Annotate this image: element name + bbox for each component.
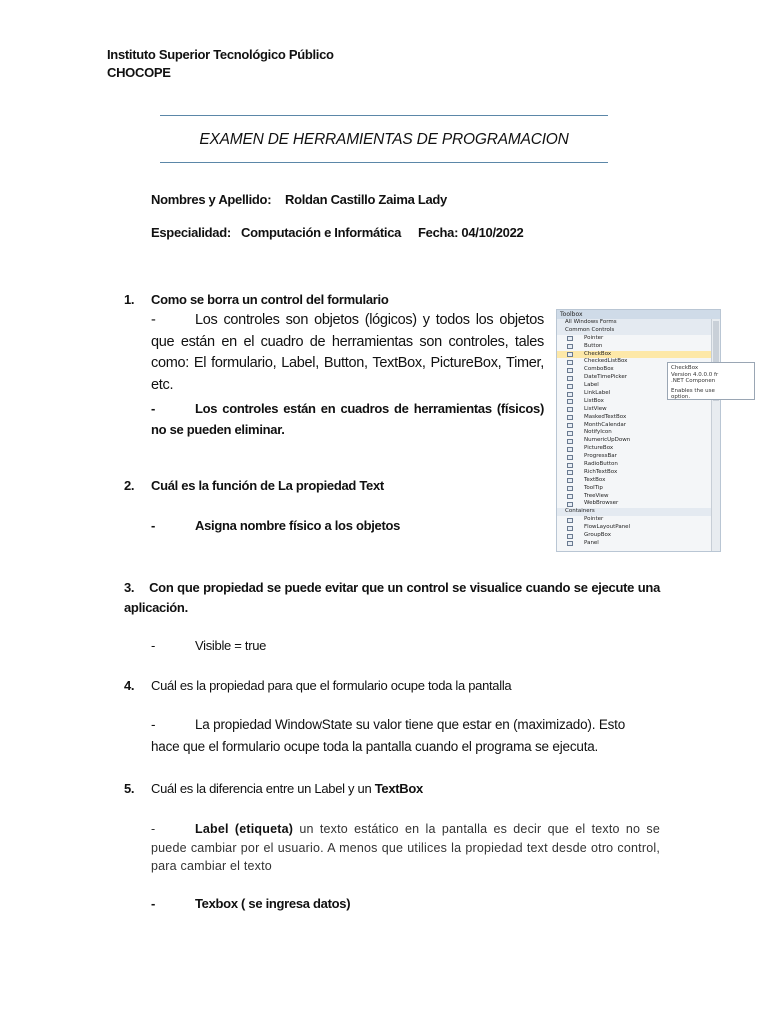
toolbox-item [557,453,711,461]
toolbox-scrollbar [711,319,720,551]
toolbox-item-label: DateTimePicker [584,374,627,381]
toolbox-item-label: MonthCalendar [584,421,626,428]
question-5-answer-1 [151,820,660,876]
control-icon [567,407,573,412]
dash: - [151,518,156,533]
question-5-number: 5. [124,781,135,796]
toolbox-item-label: NumericUpDown [584,437,631,444]
question-1-number: 1. [124,292,135,307]
toolbox-item-label: RichTextBox [584,468,618,475]
title-rule-top [160,115,608,116]
control-icon [567,344,573,349]
toolbox-item [557,508,711,516]
institution-name: Instituto Superior Tecnológico Público [107,47,334,62]
question-1-answer-2 [151,398,544,440]
control-icon [567,502,573,507]
answer-bold-term: Label (etiqueta) [195,822,294,836]
toolbox-item-label: CheckedListBox [584,358,628,365]
control-icon [567,376,573,381]
toolbox-item [557,406,711,414]
answer-text: Visible = true [195,638,267,653]
question-3-answer [151,638,266,653]
control-icon [567,534,573,539]
control-icon [567,352,573,357]
toolbox-item-label: ListBox [584,397,604,404]
toolbox-item [557,351,711,359]
question-2-number: 2. [124,478,135,493]
control-icon [567,463,573,468]
question-3-number: 3. [124,580,135,595]
toolbox-item-label: PictureBox [584,445,614,452]
toolbox-item [557,327,711,335]
tooltip-line: Enables the use [671,387,715,394]
tooltip-line: Version 4.0.0.0 fr [671,371,719,378]
toolbox-item [557,477,711,485]
toolbox-item [557,500,711,508]
answer-text: Los controles son objetos (lógicos) y todos los objetos que están en el cuadro de herramientas son controles, tales como: El formulario, Label, Button, TextBox, PictureBox, Timer, etc. [151,312,544,393]
dash: - [151,896,156,911]
tooltip-line: CheckBox [671,365,699,371]
toolbox-item [557,319,711,327]
toolbox-item-label: GroupBox [584,532,611,539]
page-title: EXAMEN DE HERRAMIENTAS DE PROGRAMACION [199,131,569,148]
tooltip-line: option. [671,394,691,400]
toolbox-item-label: Button [584,342,603,349]
question-2-text: Cuál es la función de La propiedad Text [151,478,384,493]
toolbox-item-label: TextBox [584,476,606,483]
toolbox-item [557,437,711,445]
institution-city: CHOCOPE [107,65,171,80]
dash: - [151,312,156,328]
control-icon [567,494,573,499]
toolbox-item [557,414,711,422]
control-icon [567,384,573,389]
control-icon [567,415,573,420]
control-icon [567,455,573,460]
control-icon [567,431,573,436]
question-3-text: Con que propiedad se puede evitar que un control se visualice cuando se ejecute una aplicación. [124,580,660,615]
toolbox-item [557,493,711,501]
toolbox-item [557,461,711,469]
control-icon [567,526,573,531]
toolbox-item-label: FlowLayoutPanel [584,524,631,531]
dash: - [151,822,156,836]
dash: - [151,638,156,653]
question-2-answer [151,518,400,533]
control-icon [567,518,573,523]
toolbox-item-label: ToolTip [584,484,603,491]
title-rule-bottom [160,162,608,163]
toolbox-item-label: CheckBox [584,350,612,357]
question-4-answer [151,714,651,758]
question-5-text-bold: TextBox [374,781,423,796]
toolbox-title: Toolbox [557,310,720,319]
toolbox-item-label: TreeView [584,492,609,499]
tooltip-line: .NET Componen [671,378,716,384]
toolbox-item-label: MaskedTextBox [584,413,627,420]
toolbox-item-label: Pointer [584,516,604,523]
toolbox-item [557,445,711,453]
question-5-text [151,781,423,796]
name-label: Nombres y Apellido: [151,192,272,207]
control-icon [567,392,573,397]
toolbox-item-label: Pointer [584,334,604,341]
toolbox-list [557,319,711,548]
control-icon [567,439,573,444]
answer-text: Asigna nombre físico a los objetos [195,518,401,533]
answer-text: Texbox ( se ingresa datos) [195,896,351,911]
exam-date: Fecha: 04/10/2022 [418,225,524,240]
control-icon [567,336,573,341]
question-1-text: Como se borra un control del formulario [151,292,389,307]
toolbox-item [557,532,711,540]
toolbox-item [557,335,711,343]
toolbox-item [557,343,711,351]
checkbox-tooltip [667,362,755,400]
control-icon [567,486,573,491]
toolbox-item-label: WebBrowser [584,500,619,507]
control-icon [567,447,573,452]
toolbox-panel [556,309,721,552]
answer-text: La propiedad WindowState su valor tiene que estar en (maximizado). Esto hace que el formulario ocupe toda la pantalla cuando el programa se ejecuta. [151,717,626,754]
specialty-value: Computación e Informática [241,225,402,240]
toolbox-item-label: Containers [565,508,595,515]
toolbox-item [557,422,711,430]
answer-text: un texto estático en la pantalla es decir que el texto no se puede cambiar por el usuario. A menos que utilices la propiedad text desde otro control, para cambiar el texto [151,822,660,873]
control-icon [567,541,573,546]
toolbox-item-label: ListView [584,405,607,412]
question-3 [124,578,660,618]
control-icon [567,360,573,365]
control-icon [567,478,573,483]
institution-header [107,46,334,82]
control-icon [567,399,573,404]
control-icon [567,470,573,475]
toolbox-item [557,540,711,548]
toolbox-item-label: ProgressBar [584,453,617,460]
toolbox-item-label: Label [584,382,599,389]
answer-text: Los controles están en cuadros de herramientas (físicos) no se pueden eliminar. [151,401,544,437]
toolbox-item-label: All Windows Forms [565,319,617,325]
toolbox-item-label: ComboBox [584,366,614,373]
toolbox-item-label: NotifyIcon [584,429,612,436]
specialty-label: Especialidad: [151,225,231,240]
question-5-answer-2 [151,896,350,911]
question-4-text: Cuál es la propiedad para que el formulario ocupe toda la pantalla [151,678,512,693]
control-icon [567,368,573,373]
toolbox-item-label: LinkLabel [584,390,611,397]
toolbox-item-label: RadioButton [584,461,618,468]
control-icon [567,423,573,428]
toolbox-item [557,469,711,477]
question-1-answer-1 [151,310,544,396]
dash: - [151,717,156,732]
toolbox-item-label: Common Controls [565,326,615,333]
toolbox-item [557,524,711,532]
question-5-text-part: Cuál es la diferencia entre un Label y un [151,781,375,796]
toolbox-item [557,516,711,524]
toolbox-item [557,485,711,493]
toolbox-item-label: Panel [584,539,599,546]
dash: - [151,401,156,416]
question-4-number: 4. [124,678,135,693]
toolbox-item [557,429,711,437]
name-value: Roldan Castillo Zaima Lady [285,192,447,207]
